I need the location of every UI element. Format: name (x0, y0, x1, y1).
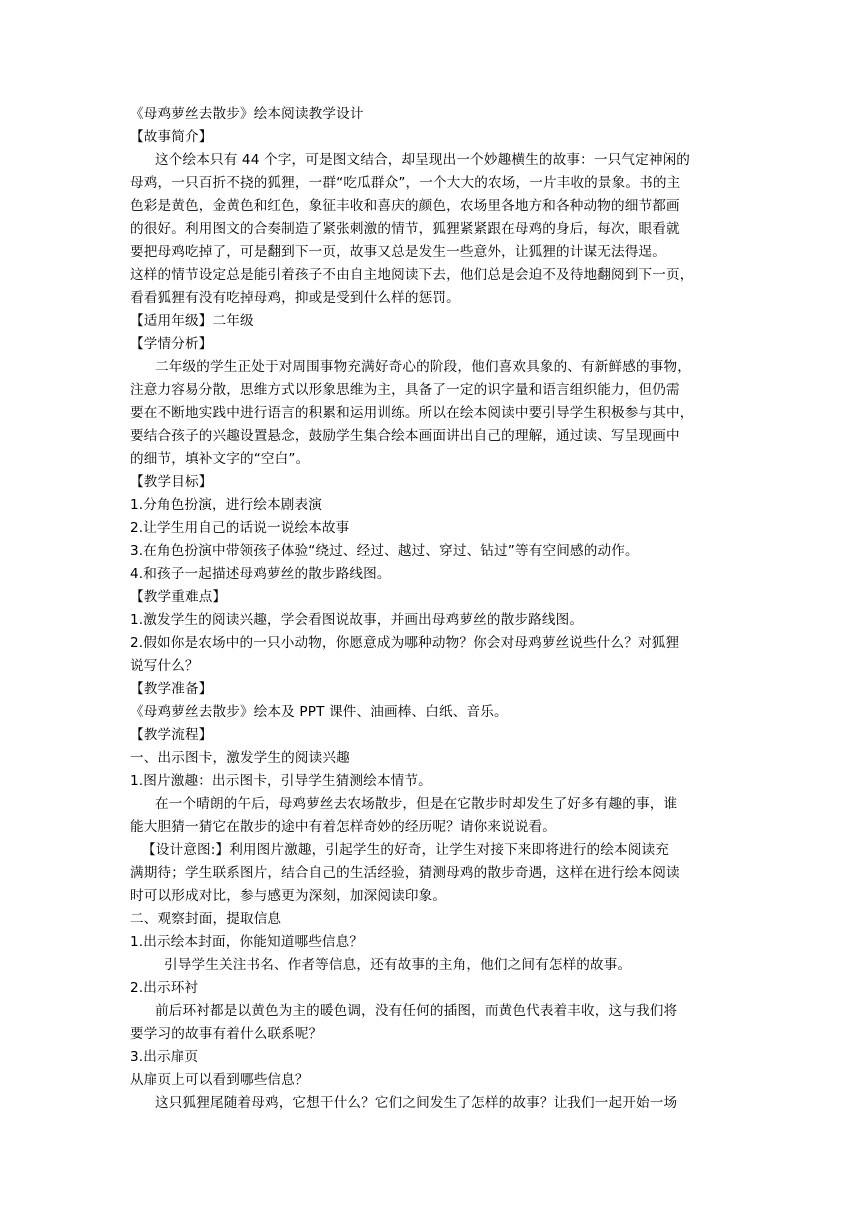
section-2-item-3-question: 从扉页上可以看到哪些信息？ (130, 1072, 309, 1088)
story-line: 母鸡，一只百折不挠的狐狸，一群“吃瓜群众”，一个大大的农场，一片丰收的景象。书的主 (130, 175, 681, 191)
paragraph-line: 满期待；学生联系图片，结合自己的生活经验，猜测母鸡的散步奇遇，这样在进行绘本阅读 (130, 865, 680, 881)
story-paragraph (130, 149, 740, 310)
analysis-paragraph (130, 356, 740, 471)
key-item: 1.激发学生的阅读兴趣，学会看图说故事，并画出母鸡萝丝的散步路线图。 (130, 612, 584, 628)
story-line: 看看狐狸有没有吃掉母鸡，抑或是受到什么样的惩罚。 (130, 290, 460, 306)
analysis-line: 要结合孩子的兴趣设置悬念，鼓励学生集合绘本画面讲出自己的理解，通过读、写呈现画中 (130, 428, 680, 444)
section-2-item-2: 2.出示环衬 (130, 980, 199, 996)
story-line: 这个绘本只有 44 个字，可是图文结合，却呈现出一个妙趣横生的故事：一只气定神闲的 (155, 152, 691, 168)
story-line: 这样的情节设定总是能引着孩子不由自主地阅读下去，他们总是会迫不及待地翻阅到下一页， (130, 267, 694, 283)
key-item: 2.假如你是农场中的一只小动物，你愿意成为哪种动物？你会对母鸡萝丝说些什么？对狐狸 (130, 635, 680, 651)
paragraph-line: 前后环衬都是以黄色为主的暖色调，没有任何的插图，而黄色代表着丰收，这与我们将 (155, 1003, 678, 1019)
section-1-item-1: 1.图片激趣：出示图卡，引导学生猜测绘本情节。 (130, 773, 432, 789)
paragraph-line: 在一个晴朗的午后，母鸡萝丝去农场散步，但是在它散步时却发生了好多有趣的事，谁 (155, 796, 678, 812)
goal-item: 4.和孩子一起描述母鸡萝丝的散步路线图。 (130, 566, 391, 582)
section-1-title: 一、出示图卡，激发学生的阅读兴趣 (130, 750, 350, 766)
goal-item: 2.让学生用自己的话说一说绘本故事 (130, 520, 350, 536)
analysis-line: 注意力容易分散，思维方式以形象思维为主，具备了一定的识字量和语言组织能力，但仍需 (130, 382, 680, 398)
document-page (130, 103, 740, 1115)
section-2-item-3-text: 这只狐狸尾随着母鸡，它想干什么？它们之间发生了怎样的故事？让我们一起开始一场 (155, 1095, 678, 1111)
story-line: 的很好。利用图文的合奏制造了紧张刺激的情节，狐狸紧紧跟在母鸡的身后，每次，眼看就 (130, 221, 680, 237)
analysis-heading: 【学情分析】 (130, 336, 213, 352)
key-item-continued: 说写什么？ (130, 658, 199, 674)
story-line: 要把母鸡吃掉了，可是翻到下一页，故事又总是发生一些意外，让狐狸的计谋无法得逞。 (130, 244, 667, 260)
paragraph-line: 能大胆猜一猜它在散步的途中有着怎样奇妙的经历呢？请你来说说看。 (130, 819, 557, 835)
document-title: 《母鸡萝丝去散步》绘本阅读教学设计 (130, 106, 364, 122)
paragraph-line: 【设计意图:】利用图片激趣，引起学生的好奇，让学生对接下来即将进行的绘本阅读充 (142, 842, 669, 858)
section-2-item-1: 1.出示绘本封面，你能知道哪些信息？ (130, 934, 364, 950)
analysis-line: 二年级的学生正处于对周围事物充满好奇心的阶段，他们喜欢具象的、有新鲜感的事物， (155, 359, 692, 375)
story-line: 色彩是黄色，金黄色和红色，象征丰收和喜庆的颜色，农场里各地方和各种动物的细节都画 (130, 198, 680, 214)
analysis-line: 的细节，填补文字的“空白”。 (130, 451, 310, 467)
prep-heading: 【教学准备】 (130, 681, 213, 697)
flow-heading: 【教学流程】 (130, 727, 213, 743)
design-intent-paragraph (130, 839, 740, 908)
section-2-item-2-paragraph (130, 1000, 740, 1046)
paragraph-line: 要学习的故事有着什么联系呢？ (130, 1026, 323, 1042)
section-2-item-3: 3.出示扉页 (130, 1049, 199, 1065)
goal-item: 1.分角色扮演，进行绘本剧表演 (130, 497, 322, 513)
section-2-item-1-text: 引导学生关注书名、作者等信息，还有故事的主角，他们之间有怎样的故事。 (164, 957, 632, 973)
section-1-paragraph-1 (130, 793, 740, 839)
grade-line: 【适用年级】二年级 (130, 313, 254, 329)
goals-heading: 【教学目标】 (130, 474, 213, 490)
key-heading: 【教学重难点】 (130, 589, 227, 605)
story-heading: 【故事简介】 (130, 129, 213, 145)
goal-item: 3.在角色扮演中带领孩子体验“绕过、经过、越过、穿过、钻过”等有空间感的动作。 (130, 543, 639, 559)
paragraph-line: 时可以形成对比，参与感更为深刻，加深阅读印象。 (130, 888, 447, 904)
prep-text: 《母鸡萝丝去散步》绘本及 PPT 课件、油画棒、白纸、音乐。 (130, 704, 508, 720)
analysis-line: 要在不断地实践中进行语言的积累和运用训练。所以在绘本阅读中要引导学生积极参与其中， (130, 405, 694, 421)
section-2-title: 二、观察封面，提取信息 (130, 911, 282, 927)
